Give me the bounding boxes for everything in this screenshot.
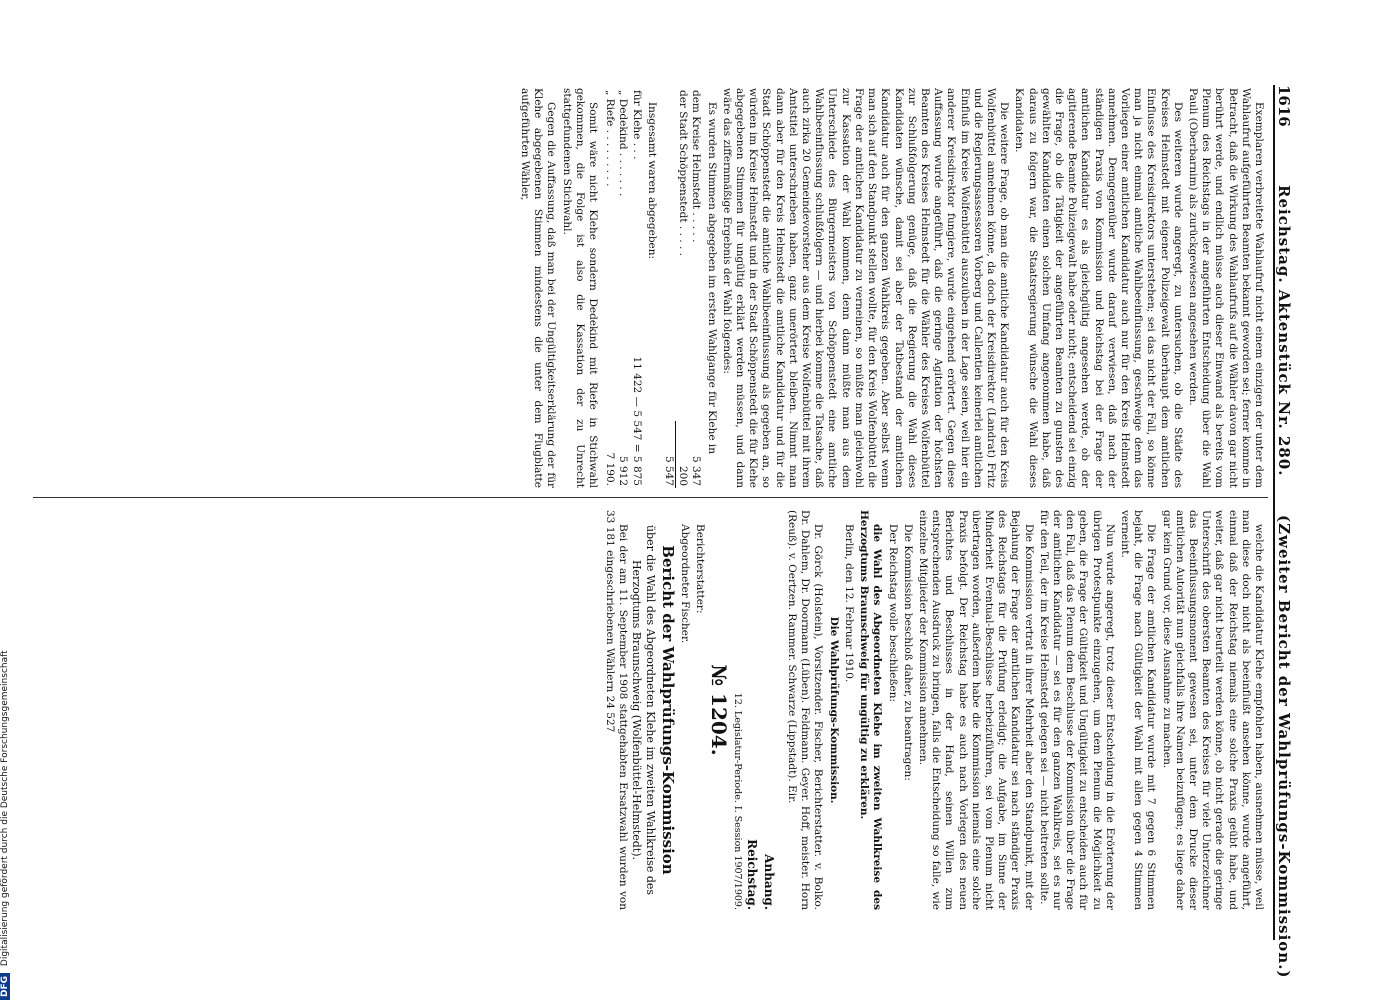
paragraph: Der Reichstag wolle beschließen:: [886, 524, 899, 703]
report-subtitle: über die Wahl des Abgeordneten Klehe im zweiten Wahlkreise des Herzogtums Braunschweig (Wolfenbüttel-Helmstedt).: [630, 524, 658, 896]
left-column: [516, 88, 1265, 488]
appendix-heading: Anhang.: [761, 854, 776, 910]
motion-text: die Wahl des Abgeordneten Klehe im zweiten Wahlkreise des Herzogtums Braunschweig für ungültig zu erklären.: [858, 510, 884, 910]
column-divider: [33, 497, 1268, 498]
paragraph: Exemplaren verbreitete Wahlaufruf nicht einem einzigen der unter dem Wahlaufruf aufgeführten Beamten bekannt geworden sei; ferner komme in Betracht, daß die Wirkung des Wahlaufrufs auf die Wähler davon gar nicht berührt werde, und endlich müsse auch dieser Einwand als bereits vom Plenum des Reichstags in der angeführten Entscheidung über die Wahl Pauli (Oberbarnim) als zurückgewiesen angesehen werden.: [1186, 88, 1265, 488]
members-list: Dr. Görck (Holstein), Vorsitzender. Fischer, Berichterstatter. v. Bolko. Dr. Dahlem, Dr. Doormann (Lüben). Feldmann. Geyer. Hoff, meister. Horn (Reuß). v. Oertzen. Rammer. Schwarze (Lippstadt). Eir.: [786, 510, 825, 910]
row-total: 5 547: [662, 421, 676, 488]
row-label: für Klehe . . .: [630, 90, 643, 160]
table-row: [676, 88, 690, 488]
stamp-text: Digitalisierung gefördert durch die Deutsche Forschungsgemeinschaft: [0, 650, 10, 967]
paragraph: Nun wurde angeregt, trotz dieser Entscheidung in die Erörterung der übrigen Protestpunkte einzugehen, um dem Plenum die Möglichkeit zu geben, die Frage der Gültigkeit und Ungültigkeit zu entscheiden auch für den Fall, daß das Plenum dem Beschlusse der Kommission über die Frage der amtlichen Kandidatur — sei es für den ganzen Wahlkreis, sei es nur für den Teil, der im Kreise Helmstedt gelegen sei — nicht beitreten sollte.: [1037, 510, 1116, 910]
paragraph: Insgesamt waren abgegeben:: [645, 102, 658, 260]
paragraph: Somit wäre nicht Klehe sondern Dedekind mit Riefe in Stichwahl gekommen, die Folge ist also die Kassation der zu Unrecht stattgefundenen Stichwahl.: [560, 88, 600, 488]
row-value: 200: [677, 465, 690, 486]
header-section: [1275, 185, 1293, 476]
dfg-logo-icon: DFG: [0, 973, 10, 1000]
paragraph: Die Kommission beschloß daher, zu beantragen:: [901, 524, 914, 781]
totals-table: [603, 88, 643, 488]
session-label: 12. Legislatur-Periode. I. Session 1907/1909.: [732, 692, 744, 910]
paragraph: Des weiteren wurde angeregt, zu untersuchen, ob die Städte des Kreises Helmstedt mit eigener Polizeigewalt überhaupt dem amtlichen Einflusse des Kreisdirektors unterstehen; sei das nicht der Fall, so könne man ja nicht einmal amtliche Wahlbeeinflussung, geschweige denn das Vorliegen einer amtlichen Kandidatur auch nur für den Kreis Helmstedt annehmen. Demgegenüber wurde darauf verwiesen, daß nach der ständigen Praxis von Kommission und Reichstag bei der Frage der amtlichen Kandidatur es als gleichgültig angesehen werde, ob der agitierende Beamte Polizeigewalt habe oder nicht; entscheidend sei einzig die Frage, ob die Tätigkeit der angeführten Beamten zu gunsten des gewählten Kandidaten einen solchen Umfang angenommen habe, daß daraus zu folgern war, die Staatsregierung wünsche die Wahl dieses Kandidaten.: [1013, 88, 1184, 488]
paragraph: welche die Kandidatur Klehe empfohlen haben, ausnehmen müsse, weil man diese doch nicht als beeinflußt ansehen könne, wurde angeführt, einmal daß der Reichstag niemals eine solche Praxis geübt habe, und weiter, daß gar nicht beurteilt werden könne, ob nicht gerade die geringe Unterschrift des obersten Beamten des Kreises für viele Unterzeichner das Beeinflussungsmoment gewesen sei, unter dem Drucke dieser amtlichen Autorität nun gleichfalls ihre Namen beizufügen; es liege daher gar kein Grund vor, diese Ausnahme zu machen.: [1160, 510, 1265, 910]
dfg-stamp: [0, 0, 14, 1000]
commission-title: Die Wahlprüfungs-Kommission.: [827, 616, 840, 804]
table-row: [616, 88, 629, 488]
paragraph: Gegen die Auffassung, daß man bei der Ungültigkeitserklärung der für Klehe abgegebenen Stimmen mindestens die unter dem Flugblatte aufgeführten Wähler,: [519, 88, 558, 488]
header-subtitle: (Zweiter Bericht der Wahlprüfungs-Kommission.): [1275, 515, 1293, 979]
table-row: [603, 88, 616, 488]
document-number: № 1204.: [707, 664, 732, 756]
rapporteur-label: Berichterstatter:: [694, 524, 707, 614]
row-label: dem Kreise Helmstedt . . . . .: [690, 90, 703, 243]
report-title: Bericht der Wahlprüfungs-Kommission: [658, 545, 677, 875]
table-row: [689, 88, 702, 488]
paragraph: Die Frage der amtlichen Kandidatur wurde mit 7 gegen 6 Stimmen bejaht, die Frage nach Gültigkeit der Wahl mit allen gegen 4 Stimmen verneint.: [1118, 510, 1158, 910]
first-ballot-table: [662, 88, 703, 488]
header-title: Aktenstück Nr. 280.: [1275, 289, 1293, 477]
row-label: „ Dedekind . . . . . . .: [617, 90, 630, 197]
row-value: 11 422 — 5 547 = 5 875: [630, 356, 643, 486]
row-label: der Stadt Schöppenstedt . . . . .: [677, 90, 690, 256]
paragraph: Die Kommission vertrat in ihrer Mehrheit aber den Standpunkt, mit der Bejahung der Frage der amtlichen Kandidatur sei nach ständiger Praxis des Reichstags für die Prüfung erledigt; die Aufgabe, im Sinne der Minderheit Eventual-Beschlüsse herbeizuführen, sei vom Plenum nicht übertragen worden, außerdem habe die Kommission niemals eine solche Praxis befolgt. Der Reichstag habe es auch nach Vorlegen des neuen Berichtes und Beschlusses in der Hand, seinen Willen zum entsprechenden Ausdruck zu bringen, falls die Entscheidung so falle, wie einzelne Mitglieder der Kommission annehmen.: [916, 510, 1035, 910]
header-rule: [1273, 85, 1275, 940]
reichstag-label: Reichstag.: [744, 839, 759, 910]
header-section-label: Reichstag.: [1275, 185, 1293, 284]
paragraph: Es wurden Stimmen abgegeben im ersten Wahlgange für Klehe in: [705, 102, 718, 455]
right-column: [601, 510, 1265, 910]
page-number: 1616: [1275, 85, 1293, 127]
table-row: [662, 88, 676, 488]
table-row: [629, 88, 642, 488]
date-line: Berlin, den 12. Februar 1910.: [842, 524, 855, 683]
row-value: 7 190.: [604, 452, 617, 486]
paragraph: Bei der am 11. September 1908 stattgehabten Ersatzwahl wurden von 33 181 eingeschriebenen Wählern 24 527: [604, 510, 630, 910]
row-value: 5 347: [690, 455, 703, 486]
row-value: 5 912: [617, 455, 630, 486]
paragraph: Die weitere Frage, ob man die amtliche Kandidatur auch für den Kreis Wolfenbüttel annehmen könne, da doch der Kreisdirektor (Landrat) Fritz und die Regierungsassessoren Vorberg und Callentien keinerlei amtlichen Einfluß im Kreise Wolfenbüttel auszuüben in der Lage seien, weil hier ein anderer Kreisdirektor fungiere, wurde eingehend erörtert. Gegen diese Auffassung wurde angeführt, daß die geringe Agitation der höchsten Beamten des Kreises Helmstedt für die Wähler des Kreises Wolfenbüttel zur Schlußfolgerung genüge, daß die Regierung die Wahl dieses Kandidaten wünsche, damit sei aber der Tatbestand der amtlichen Kandidatur auch für den ganzen Wahlkreis gegeben. Aber selbst wenn man sich auf den Standpunkt stellen wollte, für den Kreis Wolfenbüttel die Frage der amtlichen Kandidatur zu verneinen, so müßte man gleichwohl zur Kassation der Wahl kommen, denn dann müßte man aus dem Unterschiede des Bürgermeisters von Schöppenstedt eine amtliche Wahlbeeinflussung schlußfolgern — und hierbei komme die Tatsache, daß auch zirka 20 Gemeindevorsteher aus dem Kreise Wolfenbüttel mit ihrem Amtstitel unterschrieben haben, ganz unerörtert bleiben. Nimmt man dann aber für den Kreis Helmstedt die amtliche Kandidatur und für die Stadt Schöppenstedt die amtliche Wahlbeeinflussung als gegeben an, so würden im Kreise Helmstedt und in der Stadt Schöppenstedt die für Klehe abgegebenen Stimmen für ungültig erklärt werden müssen, und dann wäre das ziffernmäßige Ergebnis der Wahl folgendes:: [720, 88, 1011, 488]
row-label: „ Riefe . . . . . . . . .: [604, 90, 617, 187]
rapporteur-name: Abgeordneter Fischer.: [678, 524, 691, 644]
